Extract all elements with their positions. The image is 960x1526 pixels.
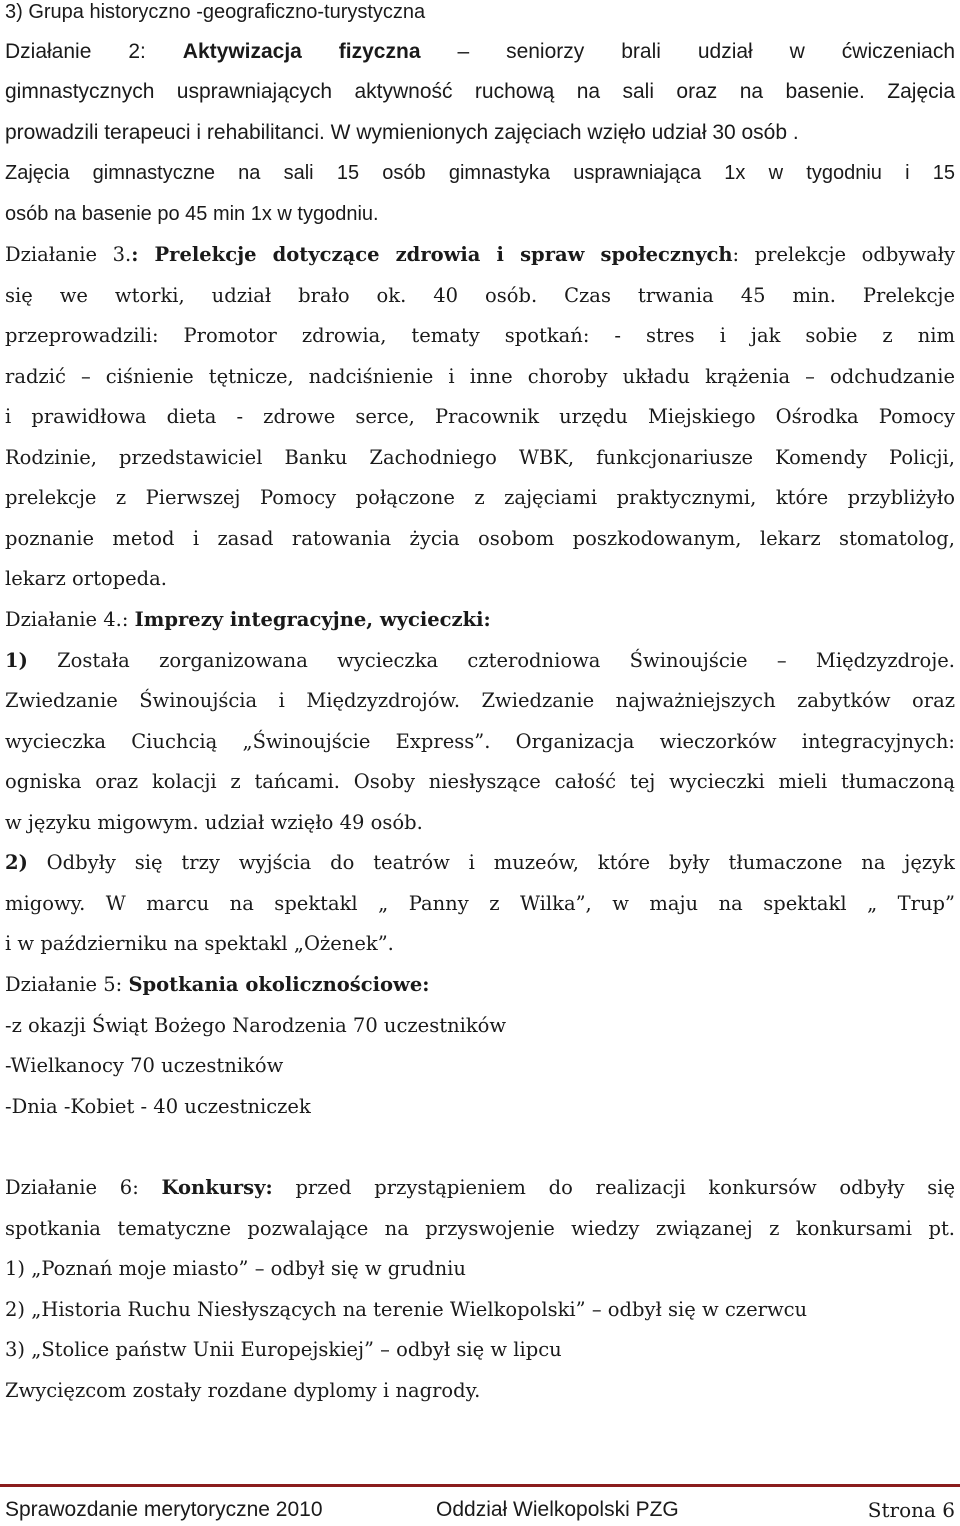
activity-title: Imprezy integracyjne, wycieczki: xyxy=(134,608,491,631)
footer-report-title: Sprawozdanie merytoryczne 2010 xyxy=(5,1498,323,1521)
section-heading: 3) Grupa historyczno -geograficzno-turystyczna xyxy=(5,1,426,23)
paragraph-line: Zwycięzcom zostały rozdane dyplomy i nagrody. xyxy=(5,1379,481,1402)
paragraph-line: radzić – ciśnienie tętnicze, nadciśnienie i inne choroby układu krążenia – odchudzanie xyxy=(5,365,955,388)
activity-title: Konkursy: xyxy=(161,1176,273,1199)
activity-title: Aktywizacja fizyczna xyxy=(182,40,421,63)
paragraph-line: w języku migowym. udział wzięło 49 osób. xyxy=(5,811,423,834)
paragraph-line: Działanie 5: Spotkania okolicznościowe: xyxy=(5,973,430,996)
paragraph-line: Zwiedzanie Świnoujścia i Międzyzdrojów. Zwiedzanie najważniejszych zabytków oraz xyxy=(5,689,955,712)
list-item: 2) „Historia Ruchu Niesłyszących na terenie Wielkopolski” – odbył się w czerwcu xyxy=(5,1298,808,1321)
paragraph-line: przeprowadzili: Promotor zdrowia, tematy spotkań: - stres i jak sobie z nim xyxy=(5,324,955,347)
footer-organization: Oddział Wielkopolski PZG xyxy=(436,1498,679,1521)
paragraph-line: Działanie 3.: Prelekcje dotyczące zdrowia i spraw społecznych: prelekcje odbywały xyxy=(5,243,956,266)
list-item: 1) „Poznań moje miasto” – odbył się w grudniu xyxy=(5,1257,466,1280)
paragraph-line: i prawidłowa dieta - zdrowe serce, Pracownik urzędu Miejskiego Ośrodka Pomocy xyxy=(5,405,955,428)
paragraph-line: spotkania tematyczne pozwalające na przyswojenie wiedzy związanej z konkursami pt. xyxy=(5,1217,955,1240)
footer-page-number: Strona 6 xyxy=(867,1498,955,1522)
paragraph-line: i w październiku na spektakl „Ożenek”. xyxy=(5,932,394,955)
list-item: 3) „Stolice państw Unii Europejskiej” – odbył się w lipcu xyxy=(5,1338,562,1361)
paragraph-line: wycieczka Ciuchcią „Świnoujście Express”. Organizacja wieczorków integracyjnych: xyxy=(5,730,955,753)
activity-title: : Prelekcje dotyczące zdrowia i spraw społecznych xyxy=(131,243,733,266)
paragraph-line: Działanie 2: Aktywizacja fizyczna – seniorzy brali udział w ćwiczeniach xyxy=(5,40,955,63)
paragraph-line: się we wtorki, udział brało ok. 40 osób. Czas trwania 45 min. Prelekcje xyxy=(5,284,955,307)
list-item: -Dnia -Kobiet - 40 uczestniczek xyxy=(5,1095,311,1118)
paragraph-line: 2) Odbyły się trzy wyjścia do teatrów i muzeów, które były tłumaczone na język xyxy=(5,851,955,874)
paragraph-line: osób na basenie po 45 min 1x w tygodniu. xyxy=(5,203,379,225)
footer-divider xyxy=(0,1484,960,1487)
paragraph-line: Rodzinie, przedstawiciel Banku Zachodniego WBK, funkcjonariusze Komendy Policji, xyxy=(5,446,955,469)
paragraph-line: ogniska oraz kolacji z tańcami. Osoby niesłyszące całość tej wycieczki mieli tłumaczoną xyxy=(5,770,955,793)
paragraph-line: lekarz ortopeda. xyxy=(5,567,167,590)
paragraph-line: poznanie metod i zasad ratowania życia osobom poszkodowanym, lekarz stomatolog, xyxy=(5,527,955,550)
paragraph-line: prowadzili terapeuci i rehabilitanci. W wymienionych zajęciach wzięło udział 30 osób . xyxy=(5,121,799,144)
list-item: -z okazji Świąt Bożego Narodzenia 70 uczestników xyxy=(5,1014,507,1037)
paragraph-line: prelekcje z Pierwszej Pomocy połączone z zajęciami praktycznymi, które przybliżyło xyxy=(5,486,955,509)
paragraph-line: gimnastycznych usprawniających aktywność ruchową na sali oraz na basenie. Zajęcia xyxy=(5,80,955,103)
paragraph-line: Zajęcia gimnastyczne na sali 15 osób gimnastyka usprawniająca 1x w tygodniu i 15 xyxy=(5,162,955,184)
paragraph-line: Działanie 4.: Imprezy integracyjne, wycieczki: xyxy=(5,608,491,631)
paragraph-line: 1) Została zorganizowana wycieczka czterodniowa Świnoujście – Międzyzdroje. xyxy=(5,649,955,672)
activity-title: Spotkania okolicznościowe: xyxy=(128,973,430,996)
list-item: -Wielkanocy 70 uczestników xyxy=(5,1054,284,1077)
paragraph-line: migowy. W marcu na spektakl „ Panny z Wilka”, w maju na spektakl „ Trup” xyxy=(5,892,955,915)
paragraph-line: Działanie 6: Konkursy: przed przystąpieniem do realizacji konkursów odbyły się xyxy=(5,1176,955,1199)
